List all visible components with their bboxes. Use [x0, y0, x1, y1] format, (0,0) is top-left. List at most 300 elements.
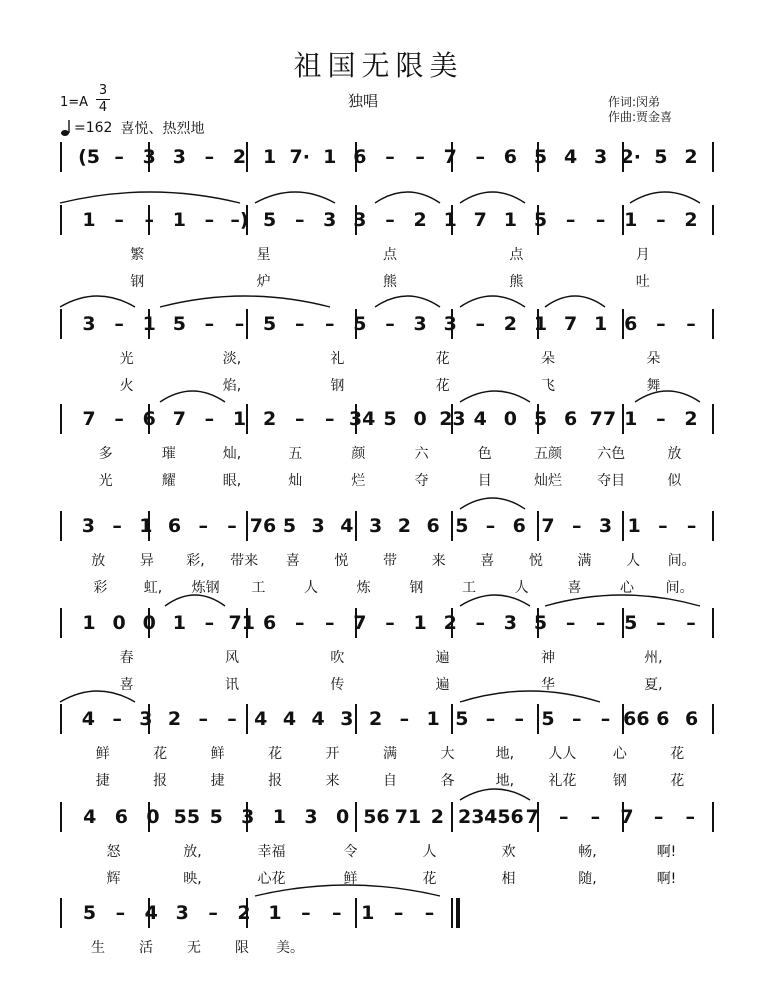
- lyric-syllable: 限: [235, 940, 249, 956]
- lyric-syllable: 钢: [612, 773, 627, 789]
- note: 7: [82, 408, 96, 430]
- lyric-syllable: 花: [435, 351, 450, 367]
- lyric-syllable: 花: [670, 746, 685, 762]
- lyric-syllable: 钢: [409, 580, 424, 596]
- lyric-syllable: 眼,: [222, 473, 242, 489]
- lyric-syllable: 春: [119, 650, 134, 666]
- note: 4: [311, 708, 325, 730]
- lyric-syllable: 吹: [330, 650, 345, 666]
- note: 3: [598, 515, 613, 537]
- note: –: [385, 209, 395, 231]
- note: 1: [624, 209, 638, 231]
- note: –: [565, 209, 576, 231]
- lyric-syllable: 光: [98, 473, 113, 489]
- note: –: [227, 708, 237, 730]
- note: 6: [142, 408, 156, 430]
- note: 6: [114, 806, 128, 828]
- note: 1: [142, 313, 156, 335]
- note: 2: [262, 408, 277, 430]
- lyric-syllable: 人: [626, 553, 641, 569]
- lyric-syllable: 鲜: [343, 871, 358, 887]
- note: –: [595, 612, 606, 634]
- note: 2: [397, 515, 411, 537]
- note: –: [204, 146, 215, 168]
- note: 5: [541, 708, 555, 730]
- note: –: [114, 209, 124, 231]
- lyric-syllable: 带: [383, 553, 397, 569]
- note: 6: [426, 515, 440, 537]
- note: 2: [684, 209, 698, 231]
- note: 23: [458, 806, 485, 828]
- lyric-syllable: 花: [435, 378, 450, 394]
- note: 6: [685, 708, 699, 730]
- lyric-syllable: 自: [383, 773, 397, 789]
- lyric-syllable: 辉: [106, 871, 121, 887]
- lyric-syllable: 悦: [528, 553, 543, 569]
- key-signature: 1=A: [60, 95, 89, 110]
- note: 6: [167, 515, 182, 537]
- lyric-syllable: 心: [620, 580, 634, 596]
- lyric-syllable: 夺: [414, 473, 429, 489]
- note: 3: [139, 708, 153, 730]
- note: –: [658, 515, 668, 537]
- lyric-syllable: 朵: [541, 351, 555, 367]
- note: 77: [589, 408, 617, 430]
- lyric-syllable: 遍: [435, 650, 450, 666]
- lyric-syllable: 彩,: [186, 553, 205, 569]
- note: 3: [82, 313, 96, 335]
- lyric-syllable: 放: [667, 446, 682, 462]
- note: 1: [627, 515, 641, 537]
- note: –: [595, 209, 606, 231]
- note: –: [198, 515, 209, 537]
- note: 0: [413, 408, 427, 430]
- note: 5: [654, 146, 668, 168]
- lyric-syllable: 人: [422, 844, 437, 860]
- lyric-syllable: 令: [343, 844, 358, 860]
- note: 5: [282, 515, 297, 537]
- lyric-syllable: 活: [139, 940, 153, 956]
- note: 5: [383, 408, 397, 430]
- note: 4: [563, 146, 578, 168]
- note: 1: [232, 408, 247, 430]
- note: 5: [353, 313, 367, 335]
- lyric-syllable: 随,: [578, 871, 597, 887]
- note: –: [204, 313, 215, 335]
- note: 5: [82, 902, 97, 924]
- note: 1: [262, 146, 277, 168]
- note: –: [571, 708, 582, 730]
- note: 3: [311, 515, 325, 537]
- lyric-syllable: 喜: [567, 580, 582, 596]
- note: 0: [503, 408, 517, 430]
- note: –: [204, 408, 215, 430]
- note: –: [656, 612, 666, 634]
- lyric-syllable: 颜: [351, 446, 366, 462]
- note: 6: [512, 515, 526, 537]
- note: –: [144, 209, 154, 231]
- lyric-syllable: 欢: [501, 844, 516, 860]
- lyric-syllable: 工: [251, 580, 266, 596]
- note: 4: [81, 708, 95, 730]
- lyric-syllable: 放,: [183, 844, 202, 860]
- note: 1: [82, 209, 96, 231]
- note: 1: [624, 408, 638, 430]
- note: 3: [353, 209, 367, 231]
- tempo-value: =162: [74, 120, 113, 136]
- note: –: [332, 902, 342, 924]
- note: –: [385, 612, 395, 634]
- time-signature-bottom: 4: [98, 100, 108, 115]
- note: –: [114, 313, 124, 335]
- lyric-syllable: 人: [304, 580, 318, 596]
- lyric-syllable: 怒: [106, 844, 121, 860]
- lyric-syllable: 鲜: [210, 746, 225, 762]
- note: 4: [340, 515, 354, 537]
- note: –: [114, 408, 124, 430]
- note: –: [385, 313, 395, 335]
- lyric-syllable: 带来: [230, 553, 259, 569]
- note: (5: [78, 146, 100, 168]
- note: 6: [353, 146, 367, 168]
- lyric-syllable: 点: [509, 247, 524, 263]
- note: 3: [81, 515, 95, 537]
- note: 5: [533, 612, 548, 634]
- note: –: [294, 209, 305, 231]
- lyric-syllable: 幸福: [257, 844, 286, 860]
- lyric-syllable: 夺目: [597, 473, 626, 489]
- note: 1: [172, 209, 186, 231]
- note: 23: [439, 408, 466, 430]
- note: 7: [620, 806, 634, 828]
- lyric-syllable: 华: [541, 677, 555, 693]
- note: 2: [503, 313, 517, 335]
- lyric-syllable: 花: [268, 746, 283, 762]
- lyric-syllable: 炉: [256, 274, 271, 290]
- expression-text: 喜悦、热烈地: [120, 121, 205, 137]
- note: 2: [232, 146, 247, 168]
- lyric-syllable: 烂: [351, 473, 366, 489]
- note: 5: [455, 708, 469, 730]
- note: 76: [249, 515, 277, 537]
- lyric-syllable: 耀: [161, 473, 176, 489]
- note: 2: [369, 708, 383, 730]
- note: –: [565, 612, 576, 634]
- lyric-syllable: 夏,: [644, 677, 663, 693]
- note: 3: [443, 313, 457, 335]
- lyric-syllable: 满: [577, 553, 592, 569]
- lyric-syllable: 彩: [93, 580, 108, 596]
- lyric-syllable: 喜: [480, 553, 495, 569]
- note: –: [204, 209, 215, 231]
- note: –: [294, 612, 305, 634]
- note: –: [112, 708, 122, 730]
- note: 5: [455, 515, 469, 537]
- lyric-syllable: 色: [477, 446, 492, 462]
- note: –: [656, 313, 666, 335]
- note: –: [301, 902, 311, 924]
- lyric-syllable: 虹,: [143, 580, 163, 596]
- lyric-syllable: 喜: [119, 677, 134, 693]
- lyric-syllable: 相: [501, 871, 516, 887]
- note: –: [393, 902, 404, 924]
- note: –: [385, 146, 395, 168]
- lyric-syllable: 生: [91, 940, 105, 956]
- note: –: [294, 408, 305, 430]
- note: –: [485, 515, 496, 537]
- note: 56: [363, 806, 390, 828]
- subtitle: 独唱: [348, 92, 379, 110]
- composer-credit: 作曲:贾金喜: [608, 110, 673, 124]
- lyric-syllable: 大: [440, 746, 455, 762]
- note: –: [114, 146, 124, 168]
- lyric-syllable: 似: [667, 473, 682, 489]
- lyric-syllable: 传: [330, 677, 345, 693]
- note: 1: [594, 313, 608, 335]
- note: –: [600, 708, 611, 730]
- note: 3: [142, 146, 156, 168]
- lyric-syllable: 无: [187, 940, 201, 956]
- note: 4: [254, 708, 268, 730]
- lyric-syllable: 美。: [276, 940, 304, 956]
- lyric-syllable: 人人: [548, 746, 577, 762]
- lyric-syllable: 钢: [130, 274, 145, 290]
- lyric-syllable: 遍: [435, 677, 450, 693]
- lyric-syllable: 淡,: [222, 351, 242, 367]
- lyric-syllable: 钢: [330, 378, 345, 394]
- lyric-syllable: 朵: [646, 351, 661, 367]
- note: 5: [533, 209, 548, 231]
- note: –: [514, 708, 525, 730]
- lyric-syllable: 飞: [541, 378, 555, 394]
- note: 5: [209, 806, 223, 828]
- note: 55: [173, 806, 201, 828]
- note: –: [325, 408, 335, 430]
- lyric-syllable: 各: [440, 773, 455, 789]
- note: –): [230, 209, 249, 231]
- lyric-syllable: 熊: [509, 274, 524, 290]
- note: –: [475, 612, 486, 634]
- note: 2: [237, 902, 251, 924]
- note: 3: [304, 806, 318, 828]
- lyric-syllable: 五颜: [534, 446, 562, 462]
- lyric-syllable: 礼: [330, 351, 345, 367]
- note: –: [656, 408, 666, 430]
- lyric-syllable: 间。: [665, 580, 694, 596]
- note: 71: [228, 612, 255, 634]
- note: 4: [473, 408, 487, 430]
- lyric-syllable: 焰,: [222, 378, 242, 394]
- lyric-syllable: 畅,: [578, 844, 597, 860]
- note: –: [325, 313, 335, 335]
- note: 3: [413, 313, 427, 335]
- lyric-syllable: 放: [91, 553, 106, 569]
- note: 1: [503, 209, 517, 231]
- note: 1: [323, 146, 337, 168]
- note: 3: [369, 515, 383, 537]
- note: 1: [426, 708, 440, 730]
- lyric-syllable: 映,: [183, 871, 202, 887]
- note: –: [415, 146, 425, 168]
- note: 5: [172, 313, 186, 335]
- lyric-syllable: 心花: [257, 871, 286, 887]
- lyric-syllable: 花: [153, 746, 168, 762]
- note: 1: [82, 612, 96, 634]
- note: –: [112, 515, 122, 537]
- note: 3: [503, 612, 517, 634]
- lyric-syllable: 啊!: [656, 871, 677, 887]
- lyric-syllable: 花: [670, 773, 685, 789]
- lyric-syllable: 悦: [334, 553, 349, 569]
- note: –: [227, 515, 237, 537]
- note: 1: [533, 313, 548, 335]
- lyric-syllable: 地,: [495, 773, 515, 789]
- lyric-syllable: 异: [139, 553, 154, 569]
- note: 4: [282, 708, 297, 730]
- note: –: [325, 612, 335, 634]
- lyric-syllable: 多: [98, 446, 113, 462]
- note: –: [685, 806, 695, 828]
- note: –: [204, 612, 215, 634]
- note: –: [485, 708, 496, 730]
- note: 0: [112, 612, 126, 634]
- lyric-syllable: 神: [541, 650, 555, 666]
- note: 7: [525, 806, 539, 828]
- lyric-syllable: 州,: [644, 650, 663, 666]
- note: 0: [146, 806, 160, 828]
- lyric-syllable: 璀: [161, 446, 176, 462]
- lyric-syllable: 灿烂: [534, 473, 562, 489]
- lyric-syllable: 繁: [130, 247, 145, 263]
- lyricist-credit: 作词:闵弟: [608, 95, 661, 109]
- note: 1: [443, 209, 457, 231]
- note: 1: [139, 515, 153, 537]
- note: 3: [172, 146, 186, 168]
- note: –: [653, 806, 664, 828]
- note: 1: [172, 612, 186, 634]
- lyric-syllable: 心: [612, 746, 627, 762]
- note: 0: [142, 612, 156, 634]
- lyric-syllable: 月: [635, 247, 650, 263]
- lyric-syllable: 花: [422, 871, 437, 887]
- note: 2: [167, 708, 182, 730]
- note: 5: [262, 209, 277, 231]
- note: 3: [340, 708, 354, 730]
- lyric-syllable: 间。: [667, 553, 696, 569]
- note: –: [475, 313, 486, 335]
- note: 6: [262, 612, 277, 634]
- note: 66: [623, 708, 650, 730]
- note: –: [590, 806, 601, 828]
- lyric-syllable: 火: [119, 378, 134, 394]
- note: 7: [473, 209, 487, 231]
- note: 1: [413, 612, 427, 634]
- lyric-syllable: 星: [256, 247, 271, 263]
- note: 1: [272, 806, 286, 828]
- note: –: [686, 612, 696, 634]
- note: 5: [533, 146, 548, 168]
- note: –: [475, 146, 486, 168]
- note: 3: [323, 209, 337, 231]
- note: 6: [563, 408, 578, 430]
- lyric-syllable: 工: [462, 580, 476, 596]
- note: 7: [353, 612, 367, 634]
- note: 4: [83, 806, 97, 828]
- lyric-syllable: 点: [383, 247, 397, 263]
- note: 4: [144, 902, 158, 924]
- note: 34: [348, 408, 376, 430]
- note: –: [208, 902, 218, 924]
- note: –: [399, 708, 410, 730]
- lyric-syllable: 喜: [285, 553, 300, 569]
- lyric-syllable: 来: [325, 773, 340, 789]
- lyric-syllable: 风: [225, 650, 239, 666]
- note: 2: [430, 806, 444, 828]
- lyric-syllable: 六: [414, 446, 429, 462]
- lyric-syllable: 光: [119, 351, 134, 367]
- note: 1: [268, 902, 282, 924]
- note: 456: [484, 806, 524, 828]
- lyric-syllable: 讯: [225, 677, 239, 693]
- lyric-syllable: 目: [477, 473, 492, 489]
- note: 6: [656, 708, 670, 730]
- lyric-syllable: 吐: [635, 274, 650, 290]
- lyric-syllable: 礼花: [548, 773, 577, 789]
- note: 5: [262, 313, 277, 335]
- note: –: [234, 313, 245, 335]
- note: –: [115, 902, 126, 924]
- lyric-syllable: 满: [383, 746, 397, 762]
- lyric-syllable: 鲜: [95, 746, 110, 762]
- note: –: [686, 515, 697, 537]
- note: 7: [443, 146, 457, 168]
- lyric-syllable: 报: [268, 773, 283, 789]
- lyric-syllable: 捷: [210, 773, 225, 789]
- note: 7: [563, 313, 578, 335]
- lyric-syllable: 灿,: [222, 446, 242, 462]
- note: 5: [533, 408, 548, 430]
- lyric-syllable: 五: [288, 446, 303, 462]
- note: 3: [241, 806, 255, 828]
- lyric-syllable: 捷: [95, 773, 110, 789]
- lyric-syllable: 报: [153, 773, 168, 789]
- lyric-syllable: 开: [325, 746, 340, 762]
- note: 7·: [289, 146, 310, 168]
- note: 2·: [620, 146, 641, 168]
- note: –: [198, 708, 209, 730]
- note: 3: [594, 146, 608, 168]
- note: –: [686, 313, 696, 335]
- lyric-syllable: 地,: [495, 746, 515, 762]
- note: 2: [443, 612, 457, 634]
- time-signature-top: 3: [98, 83, 108, 98]
- lyric-syllable: 人: [514, 580, 529, 596]
- note: 6: [503, 146, 517, 168]
- note: 7: [172, 408, 186, 430]
- lyric-syllable: 来: [431, 553, 446, 569]
- note: 7: [541, 515, 555, 537]
- note: 2: [413, 209, 427, 231]
- note: 3: [175, 902, 189, 924]
- lyric-syllable: 熊: [383, 274, 397, 290]
- lyric-syllable: 啊!: [656, 844, 677, 860]
- note: –: [559, 806, 569, 828]
- note: 5: [624, 612, 638, 634]
- note: 2: [684, 146, 698, 168]
- note: 1: [361, 902, 375, 924]
- note: –: [424, 902, 435, 924]
- note: 2: [684, 408, 698, 430]
